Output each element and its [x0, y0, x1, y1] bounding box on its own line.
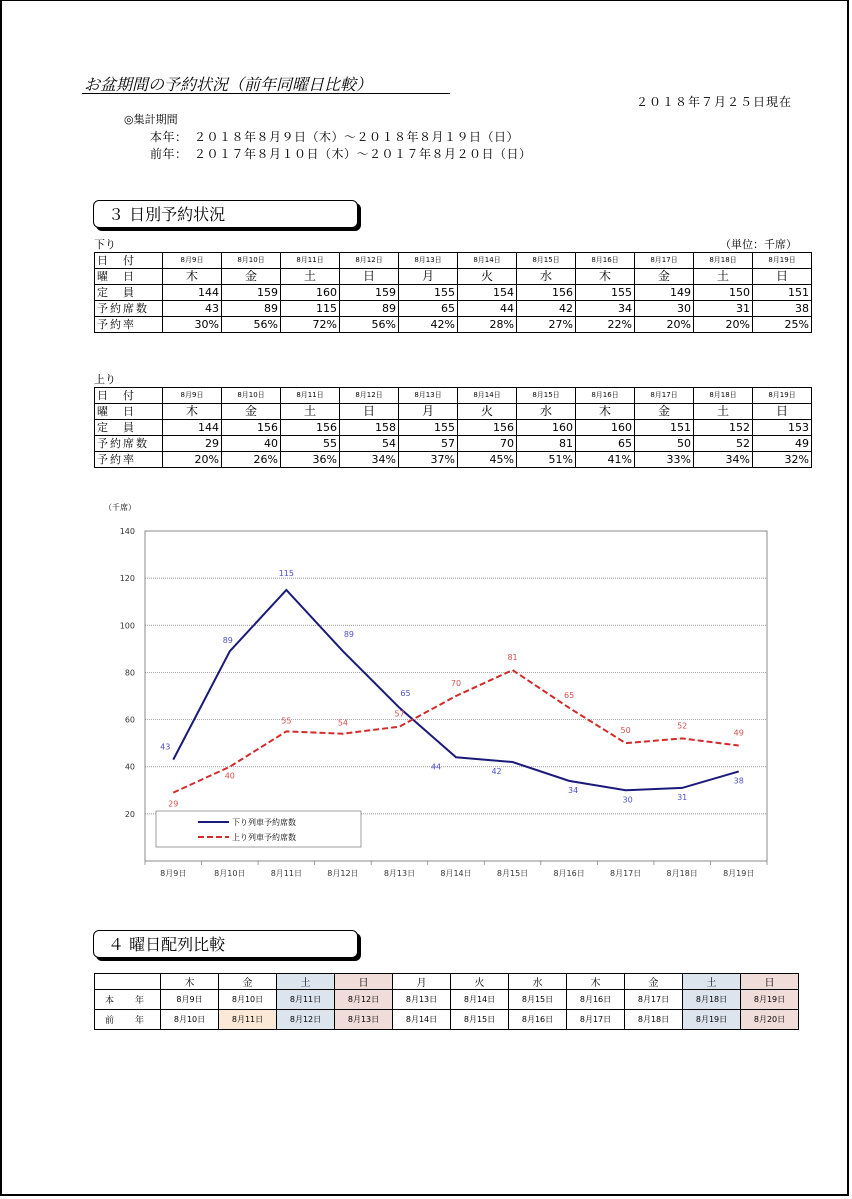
x-tick-label: 8月13日 [383, 869, 416, 878]
table-cell: 8月16日 [576, 253, 635, 269]
table-cell: 金 [222, 269, 281, 285]
table-cell: 156 [517, 285, 576, 301]
table-cell: 8月15日 [509, 990, 567, 1010]
x-tick-label: 8月17日 [609, 869, 642, 878]
table-cell: 158 [340, 420, 399, 436]
table-cell: 160 [576, 420, 635, 436]
table-cell: 火 [451, 974, 509, 990]
data-label: 89 [222, 636, 233, 646]
table-cell: 8月13日 [399, 388, 458, 404]
table-cell: 8月12日 [340, 388, 399, 404]
table-cell: 月 [399, 269, 458, 285]
table-cell: 8月12日 [277, 1010, 335, 1030]
table-cell: 144 [163, 420, 222, 436]
table-cell: 日 [741, 974, 799, 990]
table-cell: 153 [753, 420, 812, 436]
table-cell: 8月11日 [277, 990, 335, 1010]
capacity-row [95, 285, 812, 301]
table-cell: 151 [753, 285, 812, 301]
table-cell: 8月17日 [635, 253, 694, 269]
table-cell: 54 [340, 436, 399, 452]
data-label: 40 [224, 771, 235, 781]
table-cell: 37% [399, 452, 458, 468]
table-cell: 8月20日 [741, 1010, 799, 1030]
x-tick-label: 8月15日 [496, 869, 529, 878]
table-cell: 44 [458, 301, 517, 317]
table-cell: 26% [222, 452, 281, 468]
data-label: 50 [620, 726, 631, 736]
table-cell: 土 [694, 404, 753, 420]
table-cell: 木 [163, 269, 222, 285]
rate-row [95, 452, 812, 468]
x-tick-label: 8月11日 [270, 869, 303, 878]
table-cell: 51% [517, 452, 576, 468]
table-cell: 8月14日 [393, 1010, 451, 1030]
y-tick-label: 60 [124, 715, 135, 725]
table-cell: 8月10日 [161, 1010, 219, 1030]
table-cell: 火 [458, 269, 517, 285]
table-cell: 8月13日 [335, 1010, 393, 1030]
table-cell: 土 [281, 269, 340, 285]
table-cell: 55 [281, 436, 340, 452]
row-label: 前 年 [95, 1010, 161, 1030]
weekday-comparison-table [94, 973, 799, 1030]
table-cell: 155 [576, 285, 635, 301]
table-cell: 8月19日 [741, 990, 799, 1010]
table-cell: 159 [340, 285, 399, 301]
section-3-title: ３ 日別予約状況 [93, 200, 358, 228]
table-cell: 20% [694, 317, 753, 333]
table-cell: 8月11日 [281, 388, 340, 404]
dow-header-row [95, 974, 799, 990]
table-cell: 152 [694, 420, 753, 436]
data-label: 89 [343, 630, 355, 640]
table-cell: 115 [281, 301, 340, 317]
data-label: 81 [507, 653, 518, 663]
table-cell: 151 [635, 420, 694, 436]
data-label: 42 [491, 767, 502, 776]
table-cell: 8月15日 [451, 1010, 509, 1030]
data-label: 65 [400, 688, 411, 698]
y-tick-label: 120 [119, 574, 135, 584]
table-cell: 28% [458, 317, 517, 333]
table-cell: 159 [222, 285, 281, 301]
table-cell: 41% [576, 452, 635, 468]
unit-label: （単位：千席） [720, 238, 797, 251]
y-tick-label: 40 [124, 762, 135, 772]
this-year-row [95, 990, 799, 1010]
table-cell: 149 [635, 285, 694, 301]
row-label: 予約席数 [95, 301, 163, 317]
table-cell: 8月13日 [393, 990, 451, 1010]
data-label: 38 [733, 776, 744, 786]
table-cell: 156 [222, 420, 281, 436]
table-cell: 8月12日 [335, 990, 393, 1010]
rate-row [95, 317, 812, 333]
down-table [94, 252, 812, 333]
data-label: 31 [677, 792, 688, 802]
table-cell: 火 [458, 404, 517, 420]
down-label: 下り [94, 238, 116, 251]
table-cell: 160 [517, 420, 576, 436]
table-cell: 8月15日 [517, 253, 576, 269]
table-cell: 木 [567, 974, 625, 990]
up-label: 上り [94, 373, 116, 386]
data-label: 30 [622, 795, 633, 805]
table-cell: 金 [625, 974, 683, 990]
table-cell: 34% [694, 452, 753, 468]
table-cell: 月 [393, 974, 451, 990]
table-cell: 150 [694, 285, 753, 301]
dow-row [95, 269, 812, 285]
table-cell: 8月10日 [222, 388, 281, 404]
table-cell: 36% [281, 452, 340, 468]
table-cell: 30% [163, 317, 222, 333]
table-cell: 金 [635, 269, 694, 285]
table-cell: 8月10日 [219, 990, 277, 1010]
x-tick-label: 8月10日 [214, 869, 246, 878]
up-table [94, 387, 812, 468]
x-tick-label: 8月18日 [666, 869, 698, 878]
table-cell: 8月15日 [517, 388, 576, 404]
y-tick-label: 100 [119, 621, 135, 631]
table-cell: 32% [753, 452, 812, 468]
reserved-row [95, 436, 812, 452]
as-of-date: ２０１８年７月２５日現在 [636, 95, 793, 109]
table-cell: 金 [635, 404, 694, 420]
table-cell: 8月18日 [625, 1010, 683, 1030]
row-label: 予約率 [95, 317, 163, 333]
table-cell: 70 [458, 436, 517, 452]
table-cell: 160 [281, 285, 340, 301]
table-cell: 65 [399, 301, 458, 317]
table-cell: 27% [517, 317, 576, 333]
table-cell: 8月19日 [753, 388, 812, 404]
capacity-row [95, 420, 812, 436]
table-cell: 22% [576, 317, 635, 333]
table-cell: 42 [517, 301, 576, 317]
table-cell: 34% [340, 452, 399, 468]
reserved-row [95, 301, 812, 317]
table-cell: 42% [399, 317, 458, 333]
table-cell: 20% [163, 452, 222, 468]
table-cell: 8月18日 [694, 253, 753, 269]
table-cell: 57 [399, 436, 458, 452]
y-tick-label: 20 [124, 809, 135, 819]
y-axis-unit: （千席） [104, 503, 136, 512]
series-line [173, 590, 738, 790]
table-cell: 木 [576, 404, 635, 420]
table-cell: 土 [683, 974, 741, 990]
table-cell: 木 [163, 404, 222, 420]
data-label: 54 [337, 718, 349, 728]
x-tick-label: 8月9日 [160, 869, 187, 878]
data-label: 55 [281, 716, 292, 726]
table-cell: 40 [222, 436, 281, 452]
table-cell: 8月16日 [509, 1010, 567, 1030]
data-label: 70 [450, 679, 462, 688]
table-cell: 8月12日 [340, 253, 399, 269]
period-this-year: 本年： ２０１８年８月９日（木）～２０１８年８月１９日（日） [150, 130, 520, 144]
data-label: 29 [168, 799, 179, 809]
table-cell: 土 [281, 404, 340, 420]
table-cell: 8月19日 [753, 253, 812, 269]
table-cell: 8月11日 [219, 1010, 277, 1030]
series-line [173, 670, 738, 793]
x-tick-label: 8月19日 [723, 869, 755, 878]
table-cell: 日 [340, 269, 399, 285]
y-tick-label: 140 [119, 527, 135, 536]
title-underline [82, 93, 450, 94]
table-cell: 29 [163, 436, 222, 452]
row-label: 日 付 [95, 388, 163, 404]
row-label: 本 年 [95, 990, 161, 1010]
table-cell: 52 [694, 436, 753, 452]
last-year-row [95, 1010, 799, 1030]
table-cell: 25% [753, 317, 812, 333]
data-label: 43 [160, 742, 171, 752]
table-cell: 155 [399, 285, 458, 301]
table-cell: 65 [576, 436, 635, 452]
table-cell: 154 [458, 285, 517, 301]
table-cell: 木 [576, 269, 635, 285]
y-tick-label: 80 [124, 668, 135, 678]
period-heading: ◎集計期間 [124, 113, 178, 126]
table-cell: 8月13日 [399, 253, 458, 269]
table-cell: 月 [399, 404, 458, 420]
table-cell: 38 [753, 301, 812, 317]
row-label: 予約率 [95, 452, 163, 468]
period-last-year: 前年： ２０１７年８月１０日（木）～２０１７年８月２０日（日） [150, 147, 532, 161]
table-cell: 8月17日 [625, 990, 683, 1010]
table-cell: 155 [399, 420, 458, 436]
table-cell: 8月16日 [576, 388, 635, 404]
data-label: 34 [567, 785, 579, 795]
table-cell: 8月17日 [635, 388, 694, 404]
table-cell: 81 [517, 436, 576, 452]
table-cell: 金 [222, 404, 281, 420]
data-label: 52 [677, 721, 688, 731]
page-title: お盆期間の予約状況（前年同曜日比較） [84, 75, 373, 94]
row-label [95, 974, 161, 990]
table-cell: 金 [219, 974, 277, 990]
legend-label: 上り列車予約席数 [232, 833, 296, 842]
table-cell: 8月19日 [683, 1010, 741, 1030]
table-cell: 156 [281, 420, 340, 436]
table-cell: 日 [340, 404, 399, 420]
data-label: 57 [394, 709, 405, 719]
table-cell: 水 [517, 269, 576, 285]
table-cell: 20% [635, 317, 694, 333]
table-cell: 30 [635, 301, 694, 317]
section-4-title: ４ 曜日配列比較 [93, 930, 358, 958]
data-label: 44 [430, 762, 442, 772]
table-cell: 8月10日 [222, 253, 281, 269]
table-cell: 8月18日 [694, 388, 753, 404]
reservation-line-chart [90, 498, 780, 888]
table-cell: 50 [635, 436, 694, 452]
data-label: 65 [563, 690, 575, 700]
row-label: 日 付 [95, 253, 163, 269]
date-row [95, 388, 812, 404]
table-cell: 水 [509, 974, 567, 990]
row-label: 定 員 [95, 420, 163, 436]
table-cell: 56% [340, 317, 399, 333]
x-tick-label: 8月12日 [327, 869, 359, 878]
table-cell: 72% [281, 317, 340, 333]
table-cell: 日 [753, 269, 812, 285]
table-cell: 45% [458, 452, 517, 468]
table-cell: 8月17日 [567, 1010, 625, 1030]
table-cell: 31 [694, 301, 753, 317]
table-cell: 8月9日 [163, 253, 222, 269]
data-label: 115 [278, 568, 295, 578]
table-cell: 56% [222, 317, 281, 333]
table-cell: 43 [163, 301, 222, 317]
row-label: 曜 日 [95, 269, 163, 285]
table-cell: 49 [753, 436, 812, 452]
table-cell: 156 [458, 420, 517, 436]
table-cell: 8月14日 [451, 990, 509, 1010]
x-tick-label: 8月16日 [553, 869, 585, 878]
table-cell: 33% [635, 452, 694, 468]
table-cell: 34 [576, 301, 635, 317]
table-cell: 8月11日 [281, 253, 340, 269]
x-tick-label: 8月14日 [440, 869, 472, 878]
table-cell: 土 [694, 269, 753, 285]
table-cell: 144 [163, 285, 222, 301]
table-cell: 8月14日 [458, 253, 517, 269]
table-cell: 8月9日 [163, 388, 222, 404]
table-cell: 8月14日 [458, 388, 517, 404]
table-cell: 日 [335, 974, 393, 990]
legend-label: 下り列車予約席数 [232, 818, 296, 827]
dow-row [95, 404, 812, 420]
table-cell: 89 [340, 301, 399, 317]
row-label: 予約席数 [95, 436, 163, 452]
table-cell: 89 [222, 301, 281, 317]
table-cell: 8月16日 [567, 990, 625, 1010]
row-label: 定 員 [95, 285, 163, 301]
table-cell: 8月9日 [161, 990, 219, 1010]
table-cell: 日 [753, 404, 812, 420]
table-cell: 水 [517, 404, 576, 420]
table-cell: 8月18日 [683, 990, 741, 1010]
data-label: 49 [733, 728, 744, 738]
table-cell: 土 [277, 974, 335, 990]
table-cell: 木 [161, 974, 219, 990]
date-row [95, 253, 812, 269]
row-label: 曜 日 [95, 404, 163, 420]
